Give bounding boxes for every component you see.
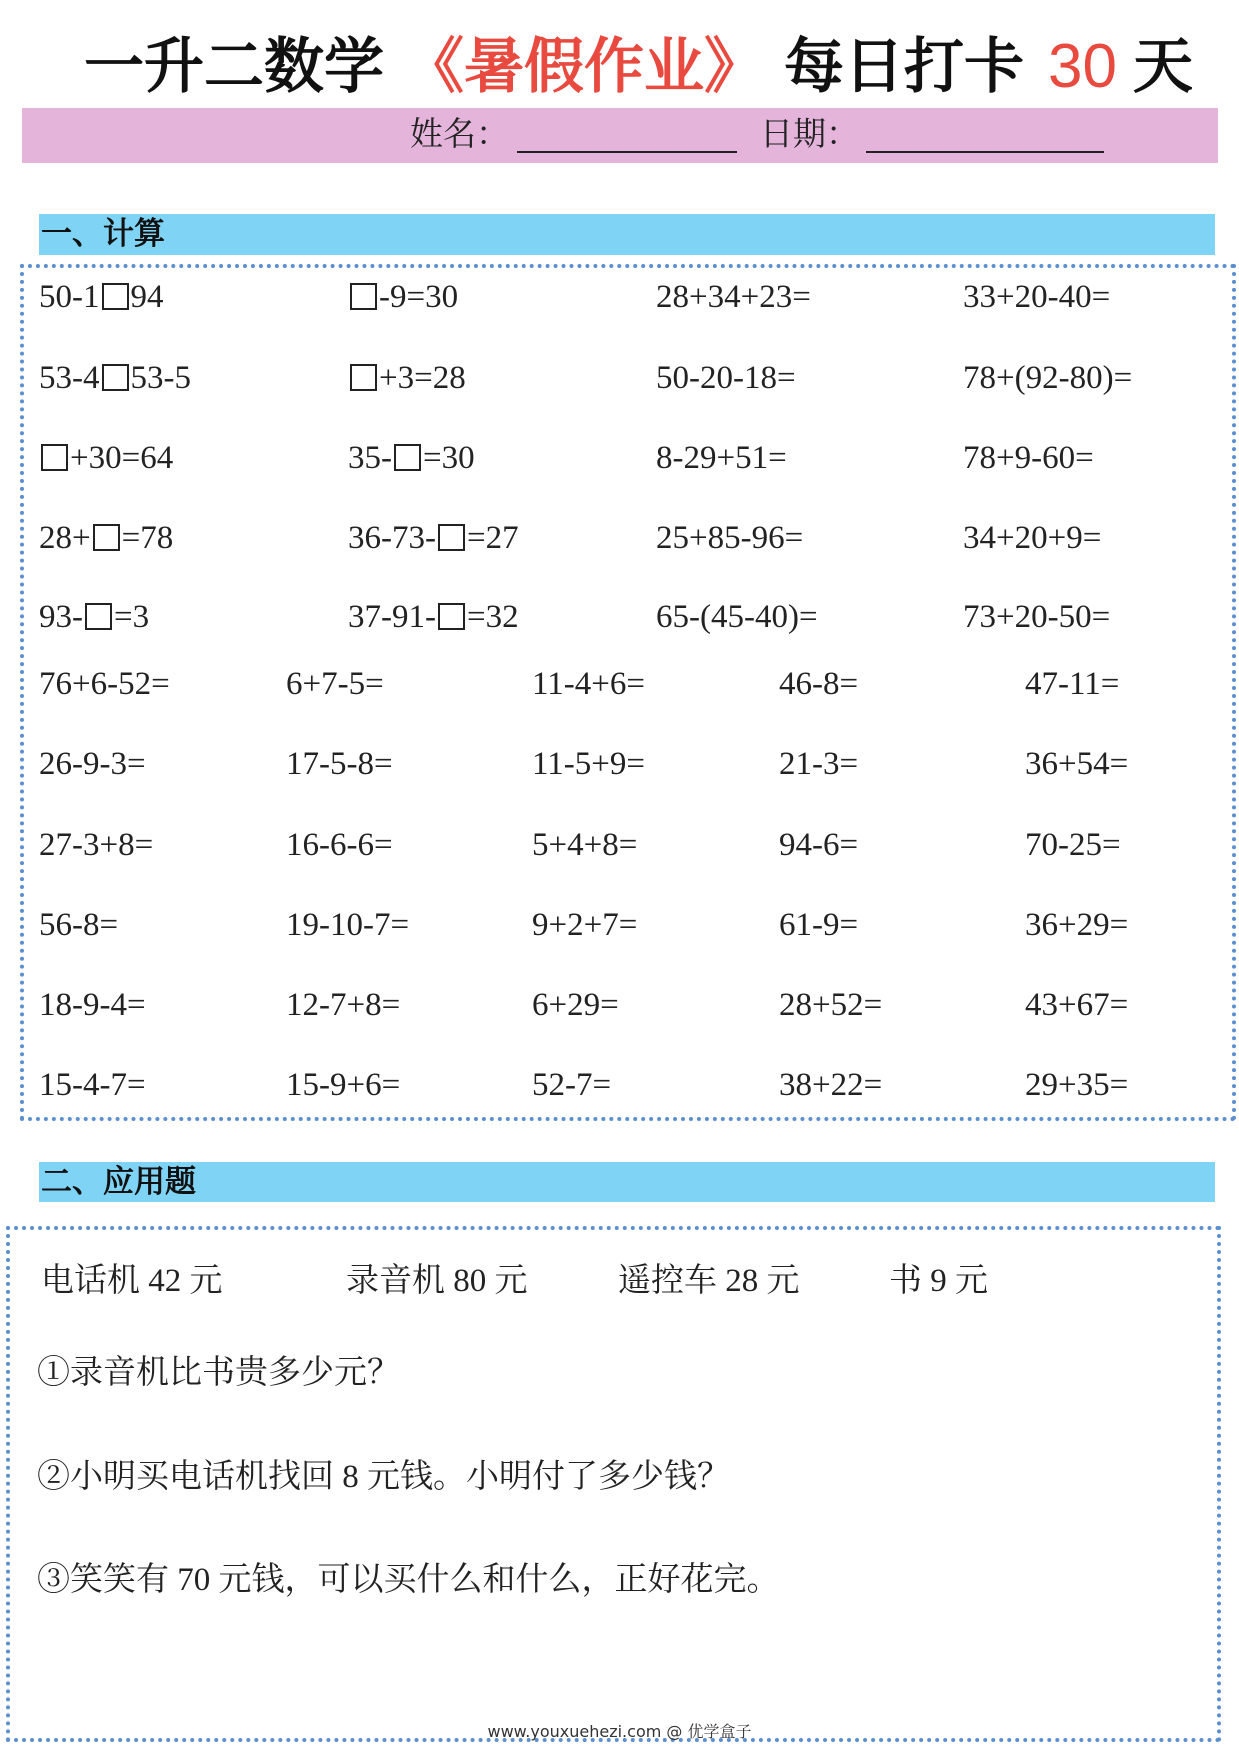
calc-problem: 5+4+8= (532, 827, 638, 863)
answer-box (394, 444, 421, 471)
calc-row (0, 438, 1239, 478)
price-item: 录音机 80 元 (346, 1263, 528, 1299)
answer-box (102, 283, 129, 310)
calc-problem: 70-25= (1025, 827, 1121, 863)
calc-problem: 50-1 94 (39, 279, 164, 315)
calc-problem: 6+29= (532, 987, 619, 1023)
answer-box (85, 603, 112, 630)
date-label: 日期： (760, 117, 859, 153)
answer-box (93, 524, 120, 551)
calc-problem: 17-5-8= (286, 746, 393, 782)
calc-problem: 21-3= (779, 746, 859, 782)
title-daily-checkin: 每日打卡 (784, 32, 1024, 102)
calc-problem: 27-3+8= (39, 827, 154, 863)
calc-problem: 9+2+7= (532, 907, 638, 943)
calc-problem: 12-7+8= (286, 987, 401, 1023)
calc-problem: 26-9-3= (39, 746, 146, 782)
calc-problem: 16-6-6= (286, 827, 393, 863)
calc-problem: 65-(45-40)= (656, 599, 818, 635)
answer-box (41, 444, 68, 471)
calc-problem: 33+20-40= (963, 279, 1111, 315)
calc-problem: 46-8= (779, 666, 859, 702)
calc-problem: 53-4 53-5 (39, 360, 191, 396)
title-days-unit: 天 (1132, 32, 1193, 102)
name-blank[interactable] (517, 151, 737, 153)
calc-row (0, 358, 1239, 398)
calc-problem: 52-7= (532, 1067, 612, 1103)
word-problem-question: ②小明买电话机找回 8 元钱。小明付了多少钱？ (37, 1459, 730, 1495)
calc-problem: 47-11= (1025, 666, 1120, 702)
calc-problem: 15-9+6= (286, 1067, 401, 1103)
answer-box (102, 364, 129, 391)
calc-problem: 28+34+23= (656, 279, 811, 315)
calc-problem: 6+7-5= (286, 666, 384, 702)
calc-problem: 28+ =78 (39, 520, 174, 556)
calc-problem: 15-4-7= (39, 1067, 146, 1103)
calc-row (0, 1065, 1239, 1105)
answer-box (438, 603, 465, 630)
calc-problem: 50-20-18= (656, 360, 796, 396)
calc-problem: 34+20+9= (963, 520, 1102, 556)
calc-problem: +30=64 (39, 438, 173, 478)
title-homework: 《暑假作业》 (404, 32, 764, 102)
calc-row (0, 664, 1239, 704)
price-item: 电话机 42 元 (41, 1263, 223, 1299)
calc-row (0, 518, 1239, 558)
price-item: 遥控车 28 元 (618, 1263, 800, 1299)
calc-problem: 18-9-4= (39, 987, 146, 1023)
page-title (84, 32, 1193, 102)
footer-watermark: www.youxuehezi.com @ 优学盒子 (487, 1722, 752, 1741)
title-days-number: 30 (1048, 32, 1117, 101)
calc-problem: 94-6= (779, 827, 859, 863)
calc-problem: -9=30 (348, 277, 458, 317)
calc-problem: 38+22= (779, 1067, 883, 1103)
answer-box (350, 283, 377, 310)
calc-problem: 8-29+51= (656, 440, 787, 476)
calc-row (0, 744, 1239, 784)
price-item: 书 9 元 (889, 1263, 988, 1299)
calc-row (0, 277, 1239, 317)
calc-problem: 36+54= (1025, 746, 1129, 782)
calc-problem: 56-8= (39, 907, 119, 943)
section-heading-calculation: 一、计算 (39, 214, 1215, 255)
calc-problem: 76+6-52= (39, 666, 170, 702)
calc-problem: 19-10-7= (286, 907, 410, 943)
calc-problem: 35- =30 (348, 440, 475, 476)
calc-row (0, 985, 1239, 1025)
calc-problem: 93- =3 (39, 599, 150, 635)
calc-problem: 78+9-60= (963, 440, 1094, 476)
info-bar (22, 108, 1218, 163)
calc-problem: 36+29= (1025, 907, 1129, 943)
title-grade-subject: 一升二数学 (84, 32, 384, 102)
calc-problem: 61-9= (779, 907, 859, 943)
calc-row (0, 825, 1239, 865)
calc-problem: 11-4+6= (532, 666, 645, 702)
calc-problem: 36-73- =27 (348, 520, 519, 556)
answer-box (438, 524, 465, 551)
calc-problem: 29+35= (1025, 1067, 1129, 1103)
calc-problem: 11-5+9= (532, 746, 645, 782)
calc-row (0, 905, 1239, 945)
date-blank[interactable] (866, 151, 1104, 153)
name-label: 姓名： (410, 117, 509, 153)
answer-box (350, 364, 377, 391)
calc-problem: 28+52= (779, 987, 883, 1023)
calc-problem: 73+20-50= (963, 599, 1111, 635)
calc-row (0, 597, 1239, 637)
calc-problem: 43+67= (1025, 987, 1129, 1023)
calc-problem: 37-91- =32 (348, 599, 519, 635)
section-heading-word-problems: 二、应用题 (39, 1162, 1215, 1202)
word-problem-question: ①录音机比书贵多少元？ (37, 1355, 400, 1391)
calc-problem: 25+85-96= (656, 520, 804, 556)
word-problem-question: ③笑笑有 70 元钱，可以买什么和什么，正好花完。 (37, 1562, 780, 1598)
calc-problem: +3=28 (348, 358, 466, 398)
calc-problem: 78+(92-80)= (963, 360, 1133, 396)
